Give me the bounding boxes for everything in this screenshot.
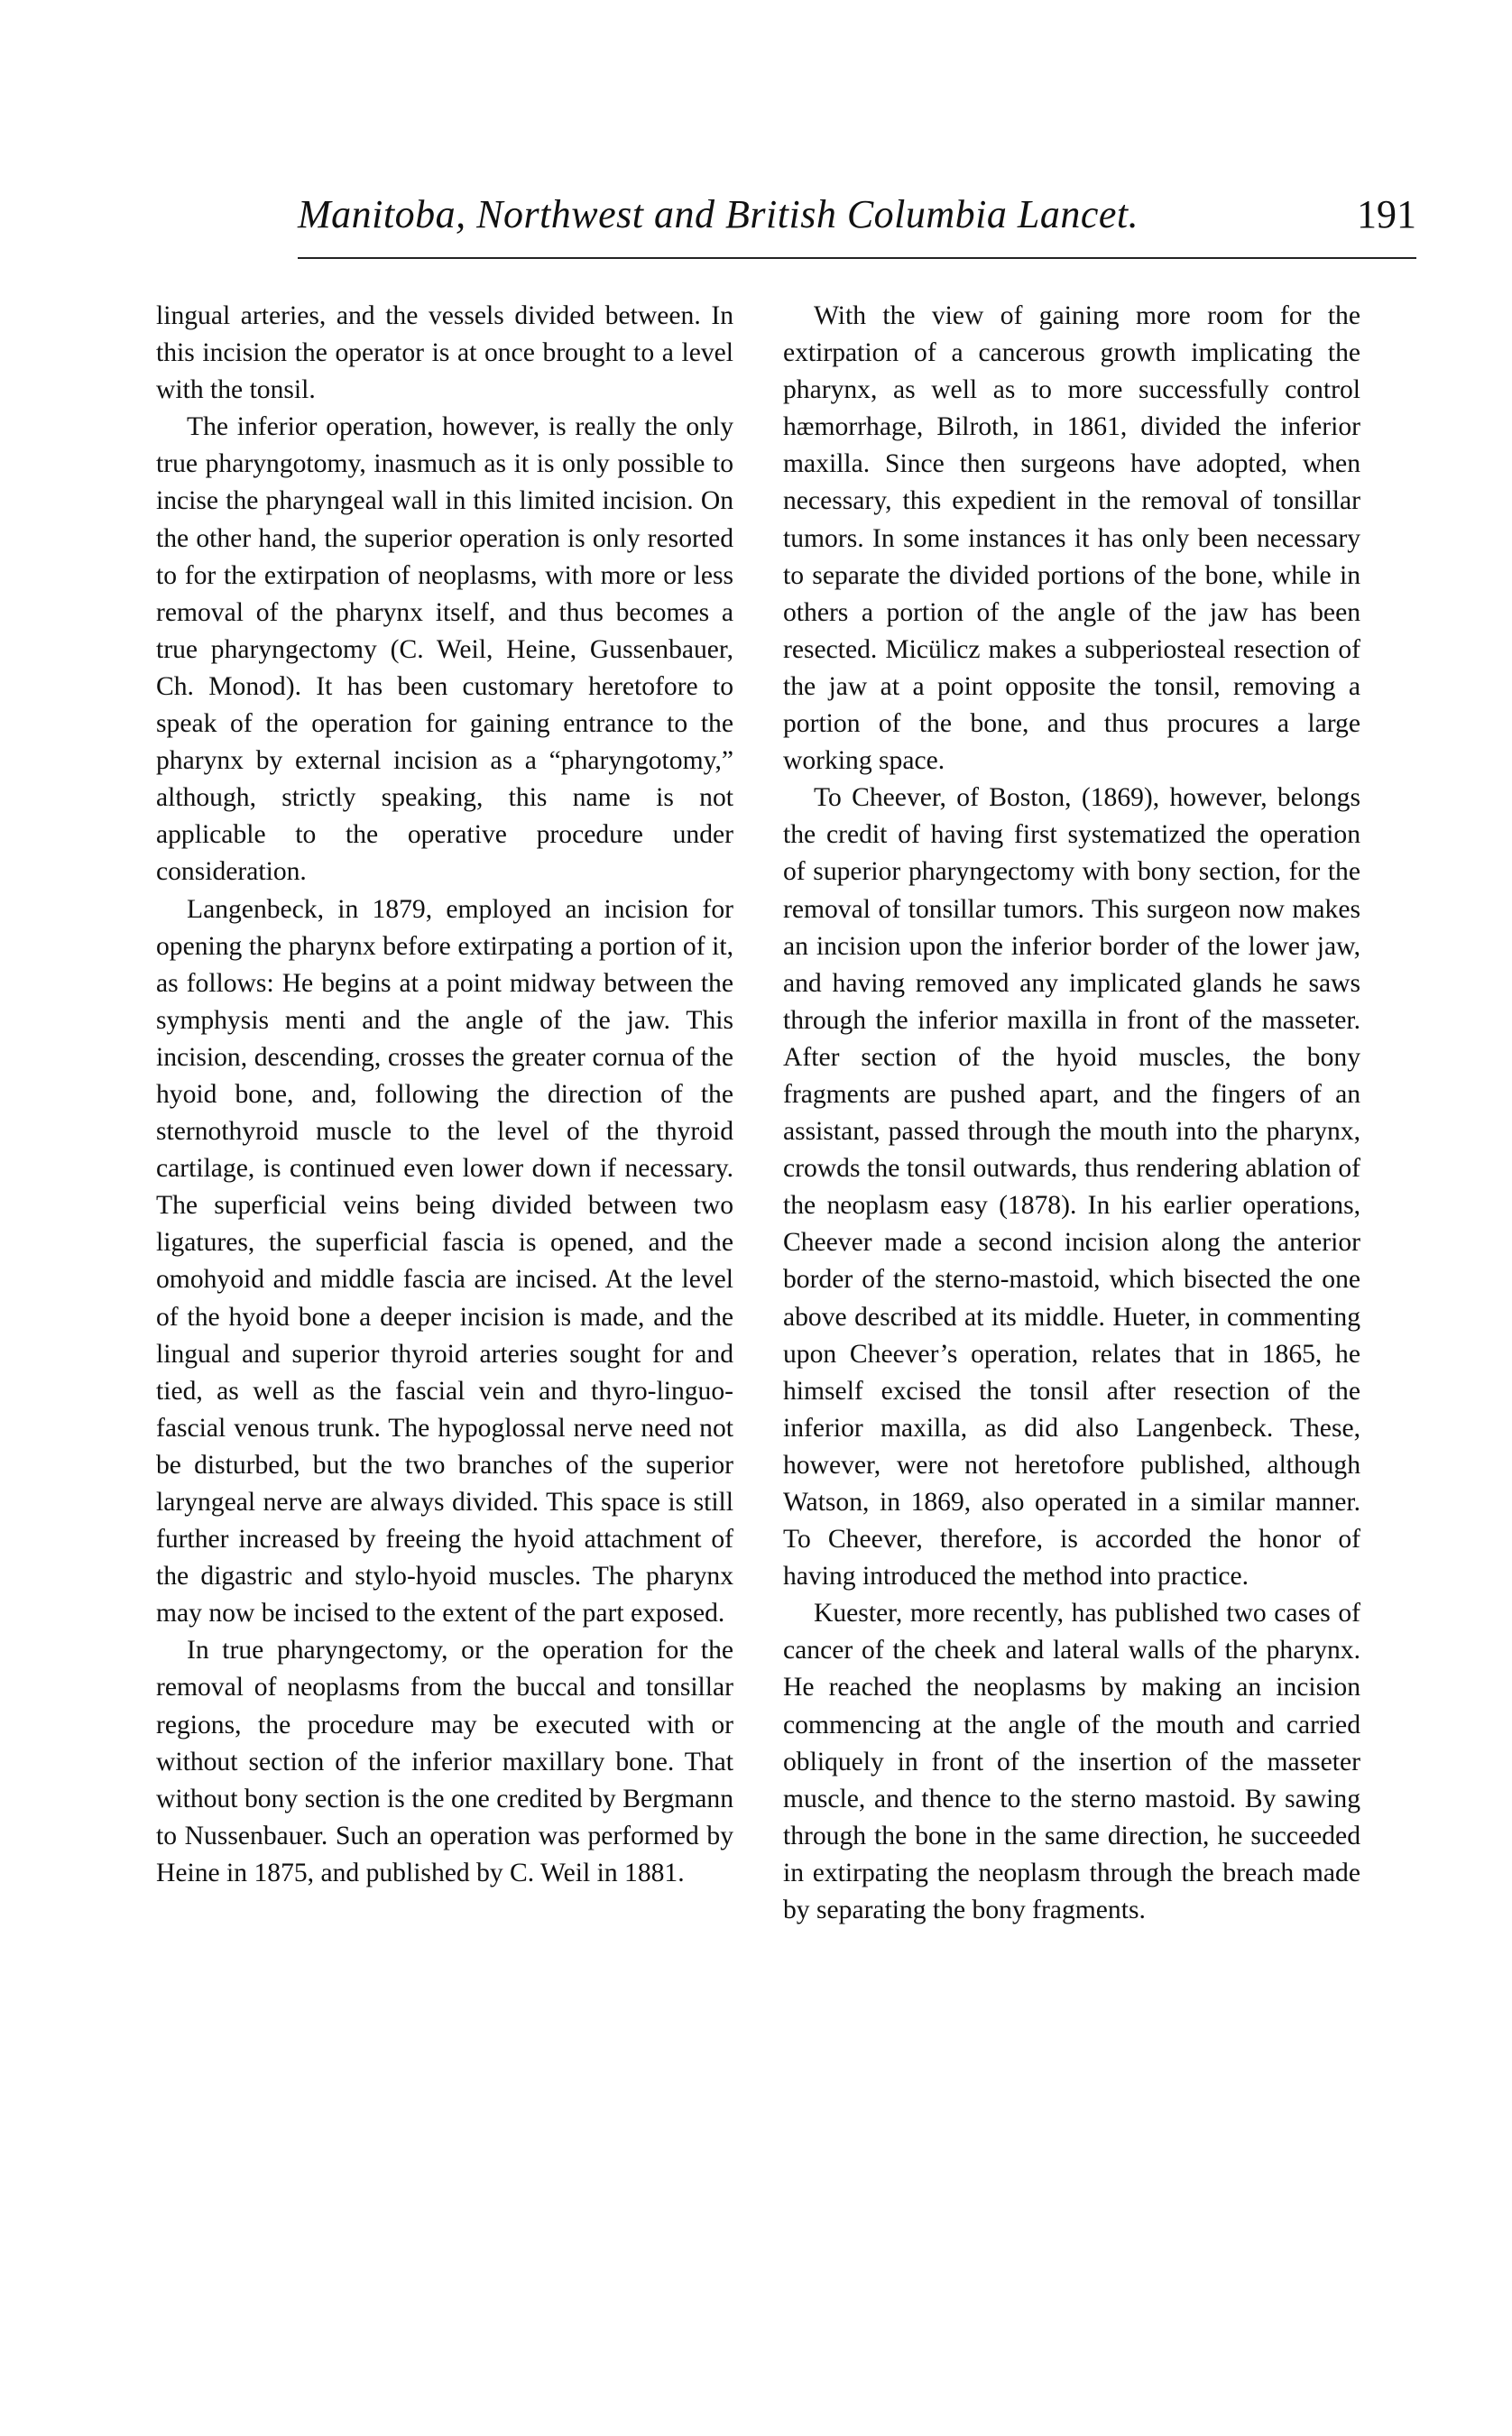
paragraph: lingual arteries, and the vessels divided between. In this incision the operator is at once brought to a level with the tonsil. bbox=[156, 301, 733, 405]
paragraph: The inferior operation, however, is really the only true pharyngotomy, inasmuch as it is only possible to incise the pharyngeal wall in this limited incision. On the other hand, the superior operation is only resorted to for the extirpation of neoplasms, with more or less removal of the pharynx itself, and thus becomes a true pharyngectomy (C. Weil, Heine, Gussenbauer, Ch. Monod). It has been customary heretofore to speak of the operation for gaining entrance to the pharynx by external incision as a “pharyngotomy,” although, strictly speaking, this name is not applicable to the operative procedure under consideration. bbox=[156, 412, 733, 887]
left-column bbox=[156, 298, 733, 1892]
paragraph: Langenbeck, in 1879, employed an incision for opening the pharynx before extirpating a portion of it, as follows: He begins at a point midway between the symphysis menti and the angle of the jaw. This incision, descending, crosses the greater cornua of the hyoid bone, and, following the direction of the sternothyroid muscle to the level of the thyroid cartilage, is continued even lower down if necessary. The superficial veins being divided between two ligatures, the superficial fascia is opened, and the omohyoid and middle fascia are incised. At the level of the hyoid bone a deeper incision is made, and the lingual and superior thyroid arteries sought for and tied, as well as the fascial vein and thyro-linguo-fascial venous trunk. The hypoglossal nerve need not be disturbed, but the two branches of the superior laryngeal nerve are always divided. This space is still further increased by freeing the hyoid attachment of the digastric and stylo-hyoid muscles. The pharynx may now be incised to the extent of the part exposed. bbox=[156, 894, 733, 1629]
journal-title: Manitoba, Northwest and British Columbia Lancet. bbox=[298, 192, 1139, 236]
page-number: 191 bbox=[1357, 192, 1416, 236]
paragraph: To Cheever, of Boston, (1869), however, belongs the credit of having first systematized the operation of superior pharyngectomy with bony section, for the removal of tonsillar tumors. This surgeon now makes an incision upon the inferior border of the lower jaw, and having removed any implicated glands he saws through the inferior maxilla in front of the masseter. After section of the hyoid muscles, the bony fragments are pushed apart, and the fingers of an assistant, passed through the mouth into the pharynx, crowds the tonsil outwards, thus rendering ablation of the neoplasm easy (1878). In his earlier operations, Cheever made a second incision along the anterior border of the sterno-mastoid, which bisected the one above described at its middle. Hueter, in commenting upon Cheever’s operation, relates that in 1865, he himself excised the tonsil after resection of the inferior maxilla, as did also Langenbeck. These, however, were not heretofore published, although Watson, in 1869, also operated in a similar manner. To Cheever, therefore, is accorded the honor of having introduced the method into practice. bbox=[783, 783, 1360, 1592]
paragraph: With the view of gaining more room for the extirpation of a cancerous growth implicating the pharynx, as well as to more successfully control hæmorrhage, Bilroth, in 1861, divided the inferior maxilla. Since then surgeons have adopted, when necessary, this expedient in the removal of tonsillar tumors. In some instances it has only been necessary to separate the divided portions of the bone, while in others a portion of the angle of the jaw has been resected. Micülicz makes a subperiosteal resection of the jaw at a point opposite the tonsil, removing a portion of the bone, and thus procures a large working space. bbox=[783, 301, 1360, 776]
paragraph: In true pharyngectomy, or the operation for the removal of neoplasms from the buccal and tonsillar regions, the procedure may be executed with or without section of the inferior maxillary bone. That without bony section is the one credited by Bergmann to Nussenbauer. Such an operation was performed by Heine in 1875, and published by C. Weil in 1881. bbox=[156, 1636, 733, 1887]
paragraph: Kuester, more recently, has published two cases of cancer of the cheek and lateral walls of the pharynx. He reached the neoplasms by making an incision commencing at the angle of the mouth and carried obliquely in front of the insertion of the masseter muscle, and thence to the sterno mastoid. By sawing through the bone in the same direction, he succeeded in extirpating the neoplasm through the breach made by separating the bony fragments. bbox=[783, 1599, 1360, 1925]
running-header bbox=[298, 191, 1416, 245]
right-column bbox=[783, 298, 1360, 1929]
header-rule bbox=[298, 257, 1416, 259]
